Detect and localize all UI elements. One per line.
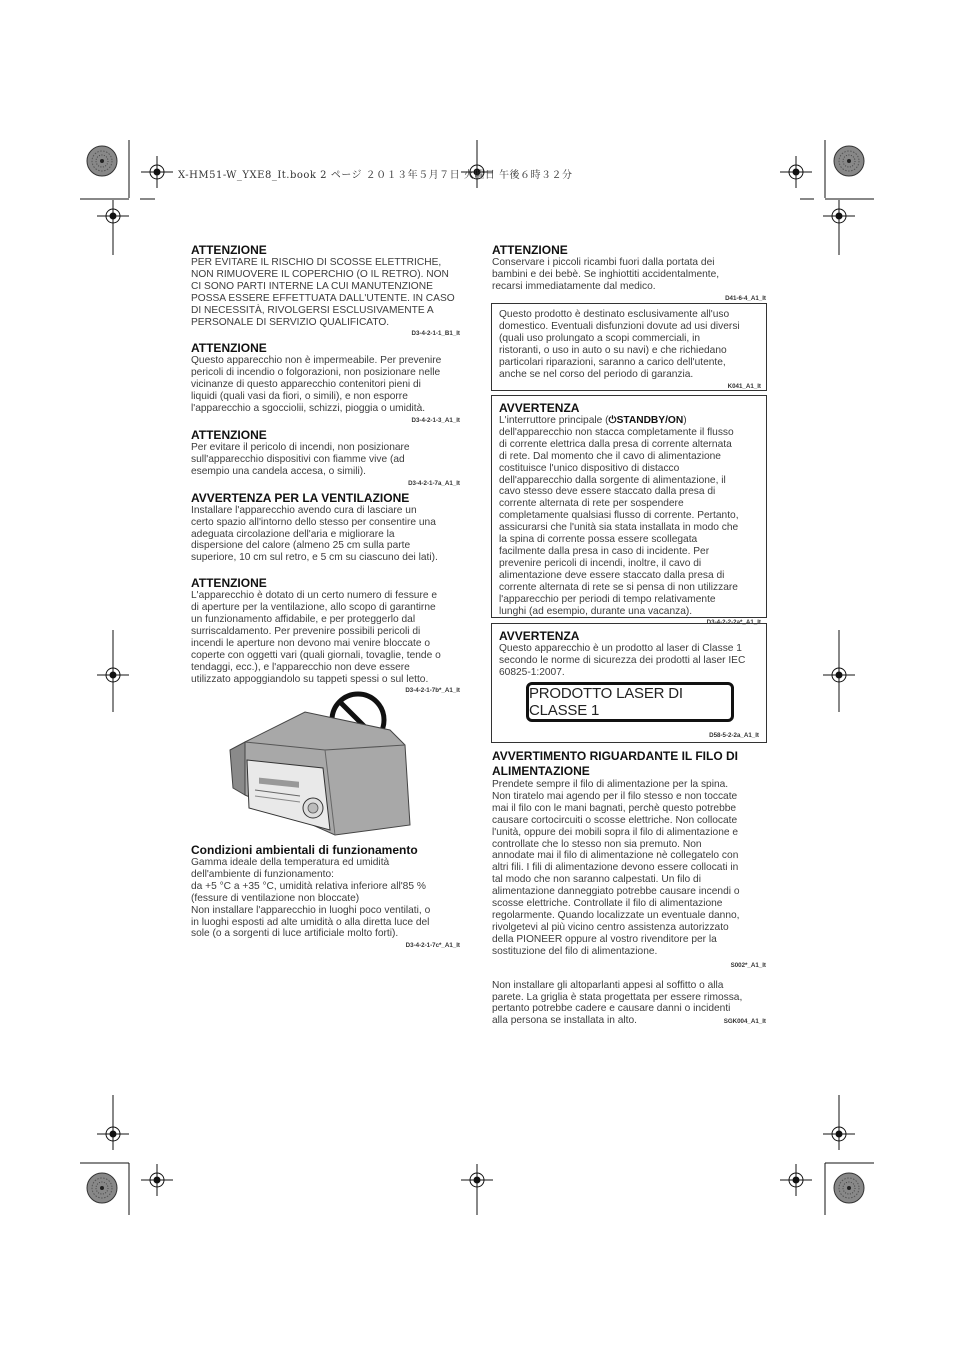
- text-line: (quali uso prolungato a scopi commerciali, in: [499, 332, 701, 344]
- section-title: AVVERTENZA: [499, 401, 580, 415]
- text-line: Non installare l'apparecchio in luoghi poco ventilati, o: [191, 904, 431, 916]
- text-prefix: L'interruttore principale (: [499, 415, 609, 426]
- text-line: dispersione del calore (almeno 25 cm sulla parte: [191, 540, 411, 552]
- text-line: Non installare gli altoparlanti appesi al soffitto o alla: [492, 979, 724, 991]
- text-line: superiore, 10 cm sul retro, e 5 cm su ciascuno dei lati).: [191, 552, 438, 564]
- text-line: completamente qualsiasi flusso di corrente. Pertanto,: [499, 510, 739, 522]
- text-line: dell'apparecchio dalla sorgente di alimentazione, il: [499, 474, 726, 486]
- text-line: la spina di corrente possa essere scollegata: [499, 534, 698, 546]
- section-title: ATTENZIONE: [191, 243, 267, 257]
- text-line: certo spazio all'intorno dello stesso per consentire una: [191, 516, 436, 528]
- section-title: ATTENZIONE: [191, 576, 267, 591]
- laser-warning-box: [491, 623, 767, 743]
- laser-class-label: PRODOTTO LASER DI CLASSE 1: [526, 682, 734, 722]
- text-line: in luoghi esposti ad alte umidità o alla diretta luce del: [191, 916, 430, 928]
- text-line: Gamma ideale della temperatura ed umidità: [191, 857, 390, 868]
- text-line: controllate che lo stesso non sia premuto. Non: [492, 838, 702, 850]
- print-header: X-HM51-W_YXE8_It.book 2 ページ ２０１３年５月７日 火曜日 午後６時３２分: [178, 170, 573, 181]
- section-body: [191, 857, 460, 940]
- text-line: tal modo che non saranno calpestati. Un filo di: [492, 874, 701, 886]
- reference-code: D3-4-2-1-1_B1_It: [411, 330, 460, 338]
- text-line: (fessure di ventilazione non bloccate): [191, 892, 360, 904]
- section-body: [191, 355, 460, 415]
- right-column-bottom: [492, 749, 766, 1027]
- left-column: [191, 243, 460, 698]
- reference-code: D3-4-2-1-7c*_A1_It: [405, 942, 460, 950]
- text-line: CI SONO PARTI INTERNE LA CUI MANUTENZIONE: [191, 280, 433, 292]
- text-line: particolari riparazioni, saranno a carico dell'utente,: [499, 356, 726, 368]
- section-title: ATTENZIONE: [191, 341, 267, 356]
- text-line: incendi le aperture non devono mai venire bloccate o: [191, 637, 430, 649]
- text-line: causare cortocircuiti o scosse elettriche. Non collocate: [492, 814, 738, 826]
- reference-code: D3-4-2-1-7a_A1_It: [408, 479, 460, 487]
- text-line: dell'apparecchio non stacca completamente il flusso: [499, 426, 734, 438]
- text-line: facilmente dalla presa in caso di incidente. Per: [499, 545, 710, 557]
- text-line: POSSA ESSERE EFFETTUATA DALL'UTENTE. IN CASO: [191, 292, 455, 304]
- section-title: ATTENZIONE: [492, 243, 568, 257]
- section-title: Condizioni ambientali di funzionamento: [191, 843, 418, 857]
- section-body: [492, 257, 766, 293]
- text-line: alimentazione danneggiato potrebbe causare incendi o: [492, 886, 740, 898]
- reference-code: D3-4-2-2-2a*_A1_It: [706, 619, 761, 627]
- text-line: prevenire pericoli di incendi, inoltre, il cavo di: [499, 557, 702, 569]
- text-line: della PIONEER oppure al vostro rivenditore per la: [492, 933, 717, 945]
- power-icon: ⏻: [608, 415, 617, 426]
- text-line: Installare l'apparecchio avendo cura di lasciare un: [191, 504, 417, 516]
- section-title: AVVERTIMENTO RIGUARDANTE IL FILO DI: [492, 749, 739, 763]
- text-line: di aperture per la ventilazione, allo scopo di garantirne: [191, 602, 436, 614]
- section-body: [492, 779, 766, 958]
- text-line: L'apparecchio è dotato di un certo numero di fessure e: [191, 590, 438, 602]
- text-line: un funzionamento affidabile, e per proteggerlo dal: [191, 614, 416, 626]
- text-line: esempio una candela accesa, o simili).: [191, 465, 366, 477]
- text-line: liquidi (quali vasi da fiori, o simili), e non esporre: [191, 391, 408, 403]
- text-line: sostituzione del filo di alimentazione.: [492, 945, 658, 957]
- text-line: di rete. Dal momento che il cavo di alimentazione: [499, 450, 721, 462]
- section-title: AVVERTENZA: [499, 629, 580, 643]
- reference-code: D41-6-4_A1_It: [725, 294, 766, 302]
- right-column-top: [492, 243, 766, 306]
- left-column-bottom: [191, 843, 460, 953]
- text-line: utilizzato appoggiandolo su tappeti spessi o sul letto.: [191, 673, 429, 685]
- reference-code: D3-4-2-1-3_A1_It: [411, 416, 460, 424]
- text-line: sole (o a sorgenti di luce artificiale molto forti).: [191, 928, 399, 940]
- covered-stereo-illustration: [225, 690, 425, 840]
- text-line: corrente alternata di rete per sospendere: [499, 498, 684, 510]
- text-line: regolarmente. Quando localizzate un eventuale danno,: [492, 909, 740, 921]
- section-title: ALIMENTAZIONE: [492, 764, 590, 778]
- text-line: cavo stesso deve essere staccato dalla presa di: [499, 486, 716, 498]
- text-line: PER EVITARE IL RISCHIO DI SCOSSE ELETTRICHE,: [191, 257, 442, 268]
- text-line: alimentazione deve essere staccato dalla presa di: [499, 569, 725, 581]
- text-line: Non tiratelo mai agendo per il filo stesso e non toccate: [492, 790, 738, 802]
- text-line: di corrente elettrica dalla presa di corrente alternata: [499, 438, 732, 450]
- text-line: scosse elettriche. Controllate il filo di alimentazione: [492, 898, 723, 910]
- standby-warning-box: [491, 395, 767, 627]
- text-line: ristoranti, o uso in auto o su navi) e che richiedano: [499, 344, 727, 356]
- text-line: Questo apparecchio non è impermeabile. Per prevenire: [191, 355, 442, 367]
- text-line: vicinanze di questo apparecchio contenitori pieni di: [191, 379, 421, 391]
- text-line: 60825-1:2007.: [499, 666, 565, 678]
- reference-code: D3-4-2-1-7b*_A1_It: [405, 687, 460, 695]
- text-line: corrente alternata di rete se si pensa di non utilizzare: [499, 581, 738, 593]
- text-line: l'apparecchio per periodi di tempo relativamente: [499, 593, 716, 605]
- text-line: NON RIMUOVERE IL COPERCHIO (O IL RETRO). NON: [191, 268, 449, 280]
- text-line: costituisce l'unico dispositivo di distacco: [499, 462, 680, 474]
- section-body: [492, 980, 766, 1028]
- text-line: recarsi immediatamente dal medico.: [492, 280, 656, 292]
- text-line: surriscaldamento. Per prevenire possibili pericoli di: [191, 625, 421, 637]
- text-line: coperte con oggetti vari (quali giornali, tovaglie, tende o: [191, 649, 441, 661]
- text-line: parete. La griglia è stata progettata per essere rimossa,: [492, 991, 743, 1003]
- section-body: [191, 590, 460, 685]
- section-body: [191, 442, 460, 478]
- text-line: tendaggi, ecc.), e l'apparecchio non deve essere: [191, 661, 410, 673]
- section-title: AVVERTENZA PER LA VENTILAZIONE: [191, 490, 410, 505]
- text-line: adeguata circolazione dell'aria e migliorare la: [191, 528, 395, 540]
- text-line: pertanto potrebbe cadere e causare danni o incidenti: [492, 1003, 731, 1015]
- text-line: Questo apparecchio è un prodotto al laser di Classe 1: [499, 643, 742, 654]
- text-line: l'apparecchio a sgocciolii, schizzi, pioggia o umidità.: [191, 403, 426, 415]
- text-line: alla persona se installata in alto.: [492, 1015, 637, 1027]
- text-line: Per evitare il pericolo di incendi, non posizionare: [191, 441, 410, 453]
- text-line: assicurarsi che l'unità sia stata installata in modo che: [499, 522, 739, 534]
- text-line: dell'ambiente di funzionamento:: [191, 868, 334, 880]
- reference-code: SGK004_A1_It: [723, 1018, 766, 1026]
- text-line-first: [499, 415, 761, 427]
- text-line: da +5 °C a +35 °C, umidità relativa inferiore all'85 %: [191, 880, 426, 892]
- text-line: secondo le norme di sicurezza dei prodotti al laser IEC: [499, 654, 746, 666]
- text-line: l'unità, oppure dei mobili sopra il filo di alimentazione e: [492, 826, 739, 838]
- text-line: DI NECESSITÀ, RIVOLGERSI ESCLUSIVAMENTE A: [191, 304, 434, 316]
- section-body: [191, 257, 460, 328]
- text-line: PERSONALE DI SERVIZIO QUALIFICATO.: [191, 316, 390, 328]
- text-line: lunghi (ad esempio, durante una vacanza).: [499, 605, 693, 617]
- section-body: [191, 505, 460, 565]
- text-line: Questo prodotto è destinato esclusivamente all'uso: [499, 309, 730, 320]
- text-line: anche se nel corso del periodo di garanzia.: [499, 368, 694, 380]
- text-line: pericoli di incendio o folgorazioni, non posizionare nelle: [191, 367, 441, 379]
- reference-code: S002*_A1_It: [730, 961, 766, 969]
- text-line: sull'apparecchio dispositivi con fiamme vive (ad: [191, 453, 405, 465]
- text-line: rivolgetevi al più vicino centro assistenza autorizzato: [492, 921, 729, 933]
- text-line: domestico. Eventuali disfunzioni dovute ad usi diversi: [499, 320, 740, 332]
- text-line: Conservare i piccoli ricambi fuori dalla portata dei: [492, 257, 715, 268]
- reference-code: K041_A1_It: [727, 383, 761, 391]
- text-line: mai il filo con le mani bagnati, perchè questo potrebbe: [492, 802, 737, 814]
- reference-code: D58-5-2-2a_A1_It: [709, 732, 759, 739]
- text-suffix: ): [683, 415, 687, 426]
- text-line: annodate mai il filo di alimentazione nè collegatelo con: [492, 850, 739, 862]
- domestic-use-box: [491, 303, 767, 391]
- standby-label: STANDBY/ON: [616, 415, 684, 426]
- text-line: bambini e dei bebè. Se inghiottiti accidentalmente,: [492, 268, 720, 280]
- text-line: Prendete sempre il filo di alimentazione per la spina.: [492, 779, 729, 790]
- text-line: altri fili. I fili di alimentazione devono essere collocati in: [492, 862, 739, 874]
- section-title: ATTENZIONE: [191, 427, 267, 442]
